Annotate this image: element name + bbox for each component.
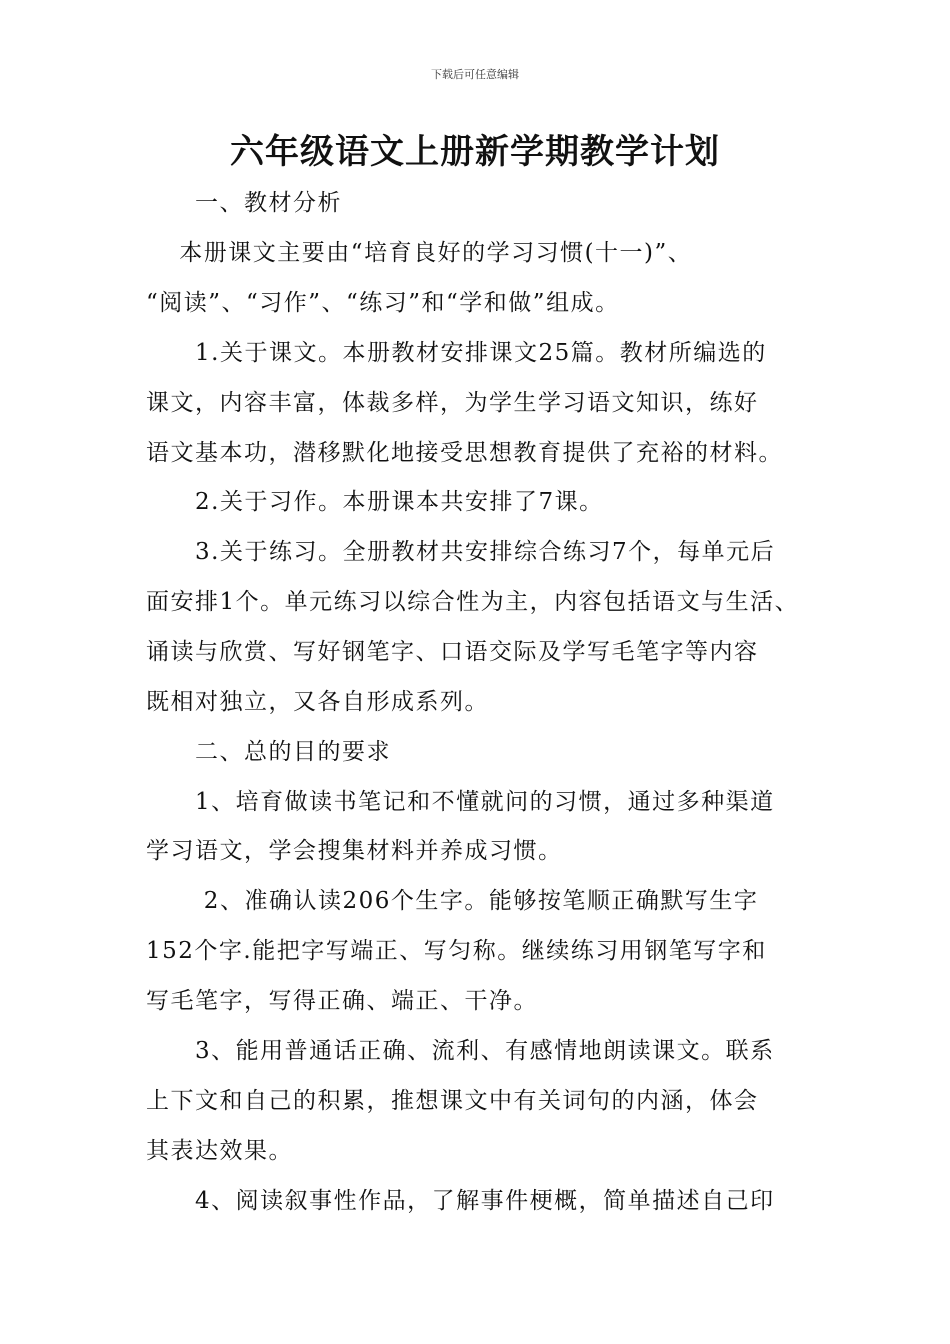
paragraph-line: 2.关于习作。本册课本共安排了7课。	[146, 489, 604, 515]
section-heading-materials: 一、教材分析	[146, 190, 342, 216]
paragraph-line: 课文，内容丰富，体裁多样，为学生学习语文知识，练好	[146, 390, 759, 416]
document-title: 六年级语文上册新学期教学计划	[230, 132, 720, 172]
paragraph-line: 语文基本功，潜移默化地接受思想教育提供了充裕的材料。	[146, 440, 783, 466]
paragraph-line: 上下文和自己的积累，推想课文中有关词句的内涵，体会	[146, 1088, 759, 1114]
paragraph-line: 本册课文主要由“培育良好的学习习惯(十一)”、	[146, 240, 693, 266]
paragraph-line: 3、能用普通话正确、流利、有感情地朗读课文。联系	[146, 1038, 775, 1064]
section-heading-goals: 二、总的目的要求	[146, 739, 391, 765]
paragraph-line: 1.关于课文。本册教材安排课文25篇。教材所编选的	[146, 340, 767, 366]
paragraph-line: 1、培育做读书笔记和不懂就问的习惯，通过多种渠道	[146, 789, 775, 815]
paragraph-line: 2、准确认读206个生字。能够按笔顺正确默写生字	[146, 888, 759, 914]
paragraph-line: 152个字.能把字写端正、写匀称。继续练习用钢笔写字和	[146, 938, 767, 964]
paragraph-line: 既相对独立，又各自形成系列。	[146, 689, 489, 715]
header-note: 下载后可任意编辑	[431, 68, 519, 81]
paragraph-line: 写毛笔字，写得正确、端正、干净。	[146, 988, 538, 1014]
paragraph-line: “阅读”、“习作”、“练习”和“学和做”组成。	[146, 290, 620, 316]
paragraph-line: 诵读与欣赏、写好钢笔字、口语交际及学写毛笔字等内容	[146, 639, 759, 665]
paragraph-line: 其表达效果。	[146, 1138, 293, 1164]
paragraph-line: 面安排1个。单元练习以综合性为主，内容包括语文与生活、	[146, 589, 800, 615]
paragraph-line: 4、阅读叙事性作品，了解事件梗概，简单描述自己印	[146, 1188, 775, 1214]
paragraph-line: 学习语文，学会搜集材料并养成习惯。	[146, 838, 563, 864]
paragraph-line: 3.关于练习。全册教材共安排综合练习7个，每单元后	[146, 539, 776, 565]
